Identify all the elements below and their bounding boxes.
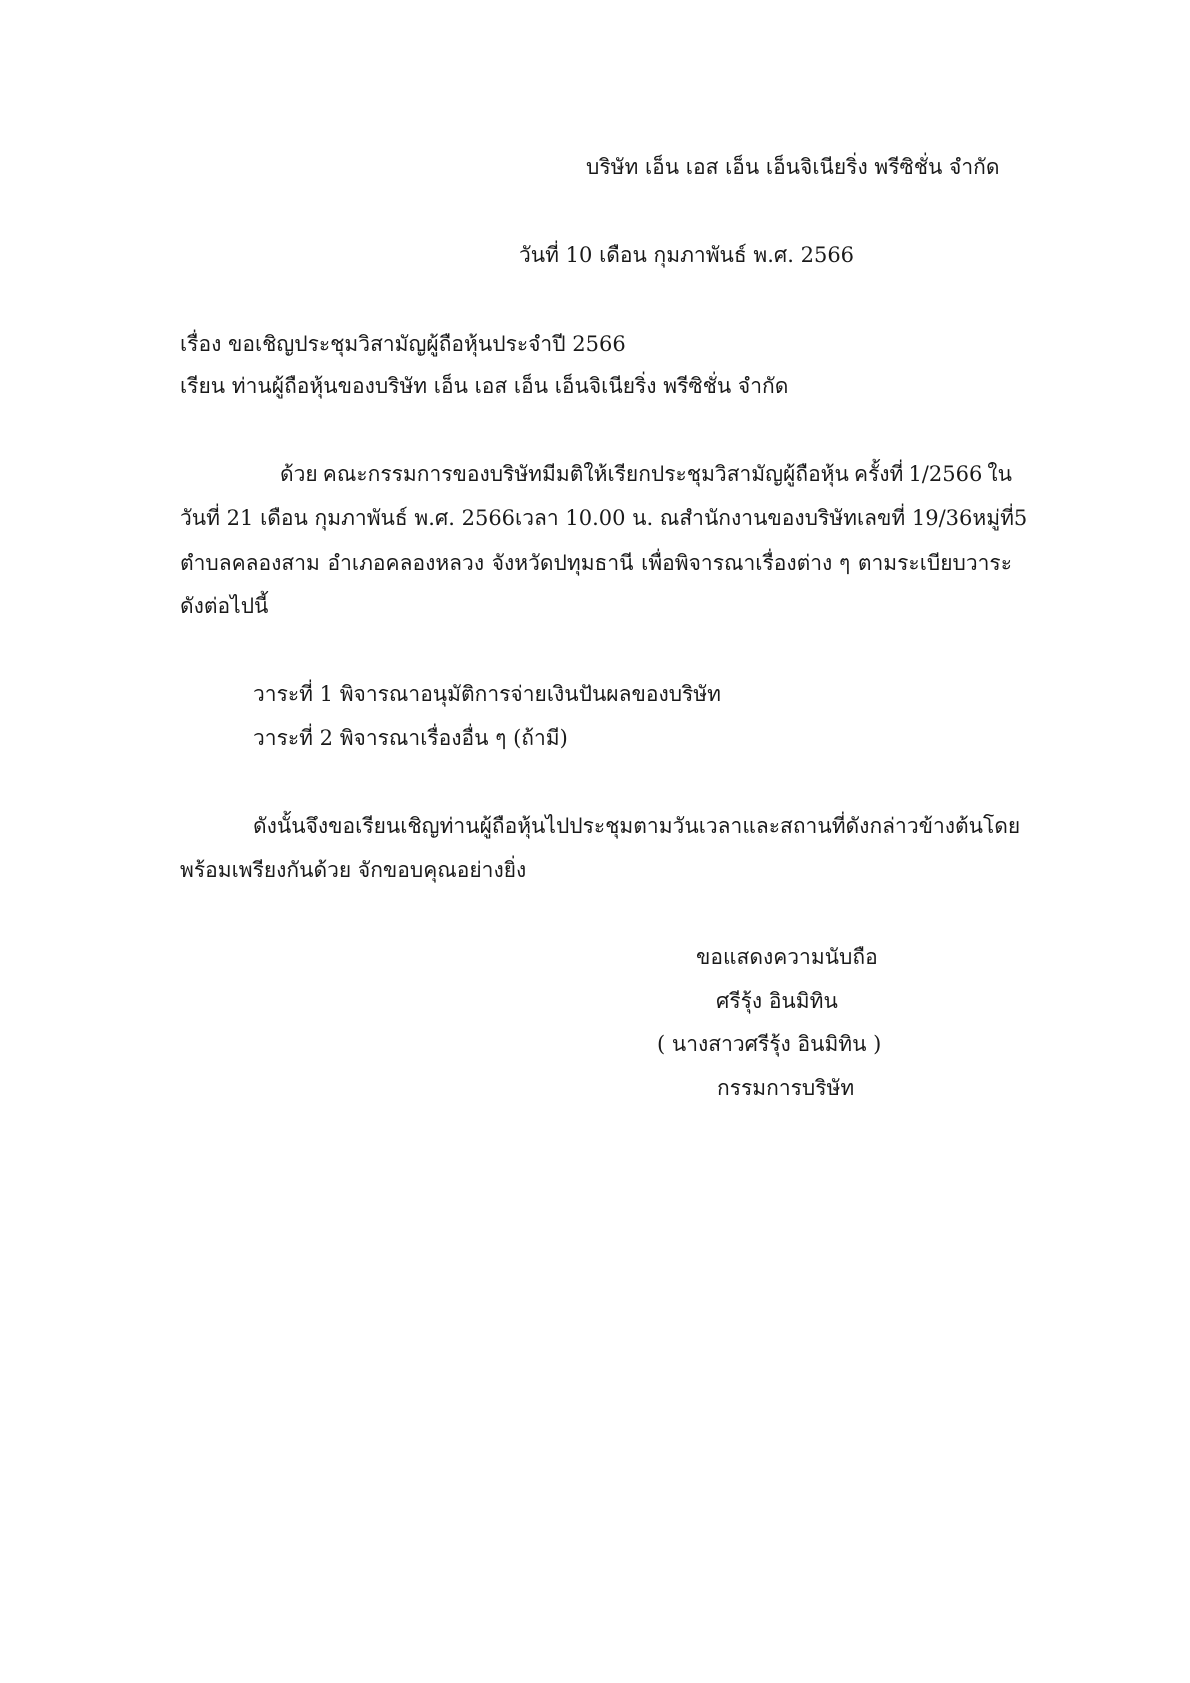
paragraph1-word: คณะกรรมการของบริษัทมีมติให้เรียกประชุมวิสามัญผู้ถือหุ้น — [322, 462, 849, 486]
letter-subject: เรื่อง ขอเชิญประชุมวิสามัญผู้ถือหุ้นประจำปี 2566 — [180, 332, 626, 356]
paragraph1-word: ด้วย — [280, 462, 318, 486]
paragraph1-word: หมู่ที่5 — [972, 506, 1028, 530]
paragraph1-word: วันที่ 21 เดือน กุมภาพันธ์ พ.ศ. 2566 — [180, 506, 516, 530]
paragraph2-word: เวลา — [698, 814, 743, 838]
signer-printed-name: ( นางสาวศรีรุ้ง อินมิทิน ) — [657, 1032, 882, 1056]
paragraph1-word: อำเภอคลองหลวง — [327, 551, 485, 575]
paragraph1-line2 — [180, 506, 1028, 530]
paragraph1-line4: ดังต่อไปนี้ — [180, 594, 269, 618]
letter-date: วันที่ 10 เดือน กุมภาพันธ์ พ.ศ. 2566 — [519, 243, 855, 267]
paragraph1-line1 — [280, 464, 1012, 485]
paragraph1-word: จังหวัดปทุมธานี — [491, 551, 634, 575]
paragraph1-word: ใน — [987, 462, 1012, 486]
paragraph1-word: 1/2566 — [908, 462, 983, 486]
paragraph1-word: เพื่อพิจารณาเรื่องต่าง ๆ — [641, 551, 851, 575]
paragraph2-word: จึงขอเรียนเชิญท่านผู้ถือหุ้นไปประชุมตามวัน — [305, 814, 699, 838]
paragraph1-word: เลขที่ 19/36 — [856, 506, 973, 530]
paragraph1-line3 — [180, 553, 1012, 574]
agenda-item-1: วาระที่ 1 พิจารณาอนุมัติการจ่ายเงินปันผลของบริษัท — [253, 682, 721, 706]
signature-name: ศรีรุ้ง อินมิทิน — [716, 989, 838, 1013]
closing-phrase: ขอแสดงความนับถือ — [696, 945, 878, 969]
agenda-item-2: วาระที่ 2 พิจารณาเรื่องอื่น ๆ (ถ้ามี) — [253, 726, 568, 750]
signer-position: กรรมการบริษัท — [717, 1076, 855, 1100]
paragraph1-word: ครั้งที่ — [853, 462, 904, 486]
paragraph1-word: ตำบลคลองสาม — [180, 551, 320, 575]
company-name: บริษัท เอ็น เอส เอ็น เอ็นจิเนียริ่ง พรีซิชั่น จำกัด — [586, 155, 1000, 179]
paragraph1-word: สำนักงานของบริษัท — [679, 506, 857, 530]
paragraph2-line2: พร้อมเพรียงกันด้วย จักขอบคุณอย่างยิ่ง — [180, 858, 527, 882]
paragraph2-word: และสถานที่ดังกล่าวข้างต้นโดย — [742, 814, 1021, 838]
paragraph2-word: ดังนั้น — [253, 814, 306, 838]
paragraph1-word: ตามระเบียบวาระ — [857, 551, 1012, 575]
paragraph1-word: เวลา 10.00 น. ณ — [515, 506, 680, 530]
letter-recipient: เรียน ท่านผู้ถือหุ้นของบริษัท เอ็น เอส เอ็น เอ็นจิเนียริ่ง พรีซิชั่น จำกัด — [180, 374, 789, 398]
paragraph2-line1 — [253, 814, 1021, 838]
